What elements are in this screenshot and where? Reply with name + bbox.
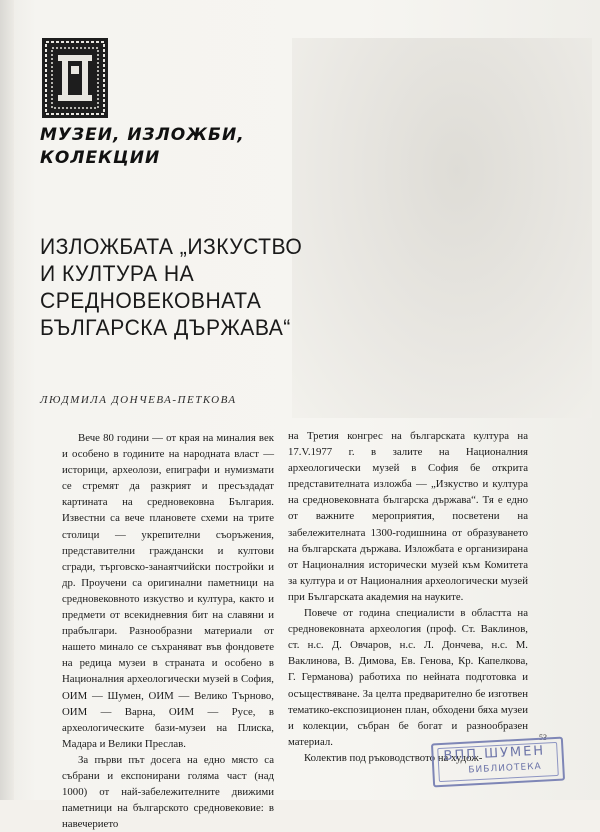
paragraph: Повече от година специалисти в областта на средновековната археология (проф. Ст. Ваклинов, ст. н.с. Д. Овчаров, н.с. Л. Дончева, н.с. М. Ваклинова, В. Димова, Ев. Генова, Кр. Капелкова, Г. Германова) работиха по нейната подготовка и осъществяване. За целта предварително бе изготвен тематико-експозиционен план, обходени бяха музеи и колекции, събран бе богат и разнообразен материал. xyxy=(288,607,528,748)
article-author: ЛЮДМИЛА ДОНЧЕВА-ПЕТКОВА xyxy=(40,394,237,406)
text-column-left xyxy=(62,430,274,832)
article-title-line: ИЗЛОЖБАТА „ИЗКУСТВО xyxy=(40,234,303,259)
article-title-line: БЪЛГАРСКА ДЪРЖАВА“ xyxy=(40,315,291,340)
paragraph: Колектив под ръководството на худож- xyxy=(304,751,483,764)
article-title-line: СРЕДНОВЕКОВНАТА xyxy=(40,288,262,313)
article-title xyxy=(40,233,357,341)
section-heading-line2: КОЛЕКЦИИ xyxy=(40,148,161,168)
paragraph: на Третия конгрес на българската култура на 17.V.1977 г. в залите на Националния археологически музей в София бе открита представителната изложба — „Изкуство и култура на средновековната българска държава“. Тя е едно от важните мероприятия, посветени на забележителната 1300-годишнина от образуването на българската държава. Изложбата е организирана от Националния исторически музей към Комитета за култура и от Националния археологически музей при Българската академия на науките. xyxy=(288,430,528,603)
faded-photo-background xyxy=(292,38,592,418)
paragraph: Вече 80 години — от края на миналия век и особено в годините на народната власт — историци, археолози, епиграфи и нумизмати се стремят да разкрият и пресъздадат картината на средновековна България. Известни са вече плановете схеми на трите столици — укрепителни съоръжения, представителни граждански и култови сгради, търговско-занаятчийски постройки и др. Проучени са оригинални паметници на средновековното изкуство и култура, както и предмети от всекидневния бит на славяни и прабългари. Разнообразни материали от нашето минало се съхраняват във фондовете на редица музеи в страната и особено в Националния археологически музей в София, ОИМ — Шумен, ОИМ — Велико Търново, ОИМ — Варна, ОИМ — Русе, в археологическите бази-музеи на Плиска, Мадара и Велики Преслав. xyxy=(62,432,274,750)
museum-pillar-icon xyxy=(42,38,108,118)
page-edge-shadow xyxy=(0,0,14,800)
section-heading-line1: МУЗЕИ, ИЗЛОЖБИ, xyxy=(40,125,245,145)
page-number: 53 xyxy=(539,733,547,742)
stamp-text-line2: БИБЛИОТЕКА xyxy=(468,761,542,776)
library-stamp xyxy=(431,737,565,788)
text-column-right xyxy=(288,428,528,766)
stamp-text-line1: ВПП ШУМЕН xyxy=(443,743,546,764)
article-title-line: И КУЛТУРА НА xyxy=(40,261,195,286)
section-heading xyxy=(40,124,290,170)
paragraph: За първи път досега на едно място са събрани и експонирани голяма част (над 1000) от най-забележителните движими паметници на българското средновековие: в навечерието xyxy=(62,753,274,831)
